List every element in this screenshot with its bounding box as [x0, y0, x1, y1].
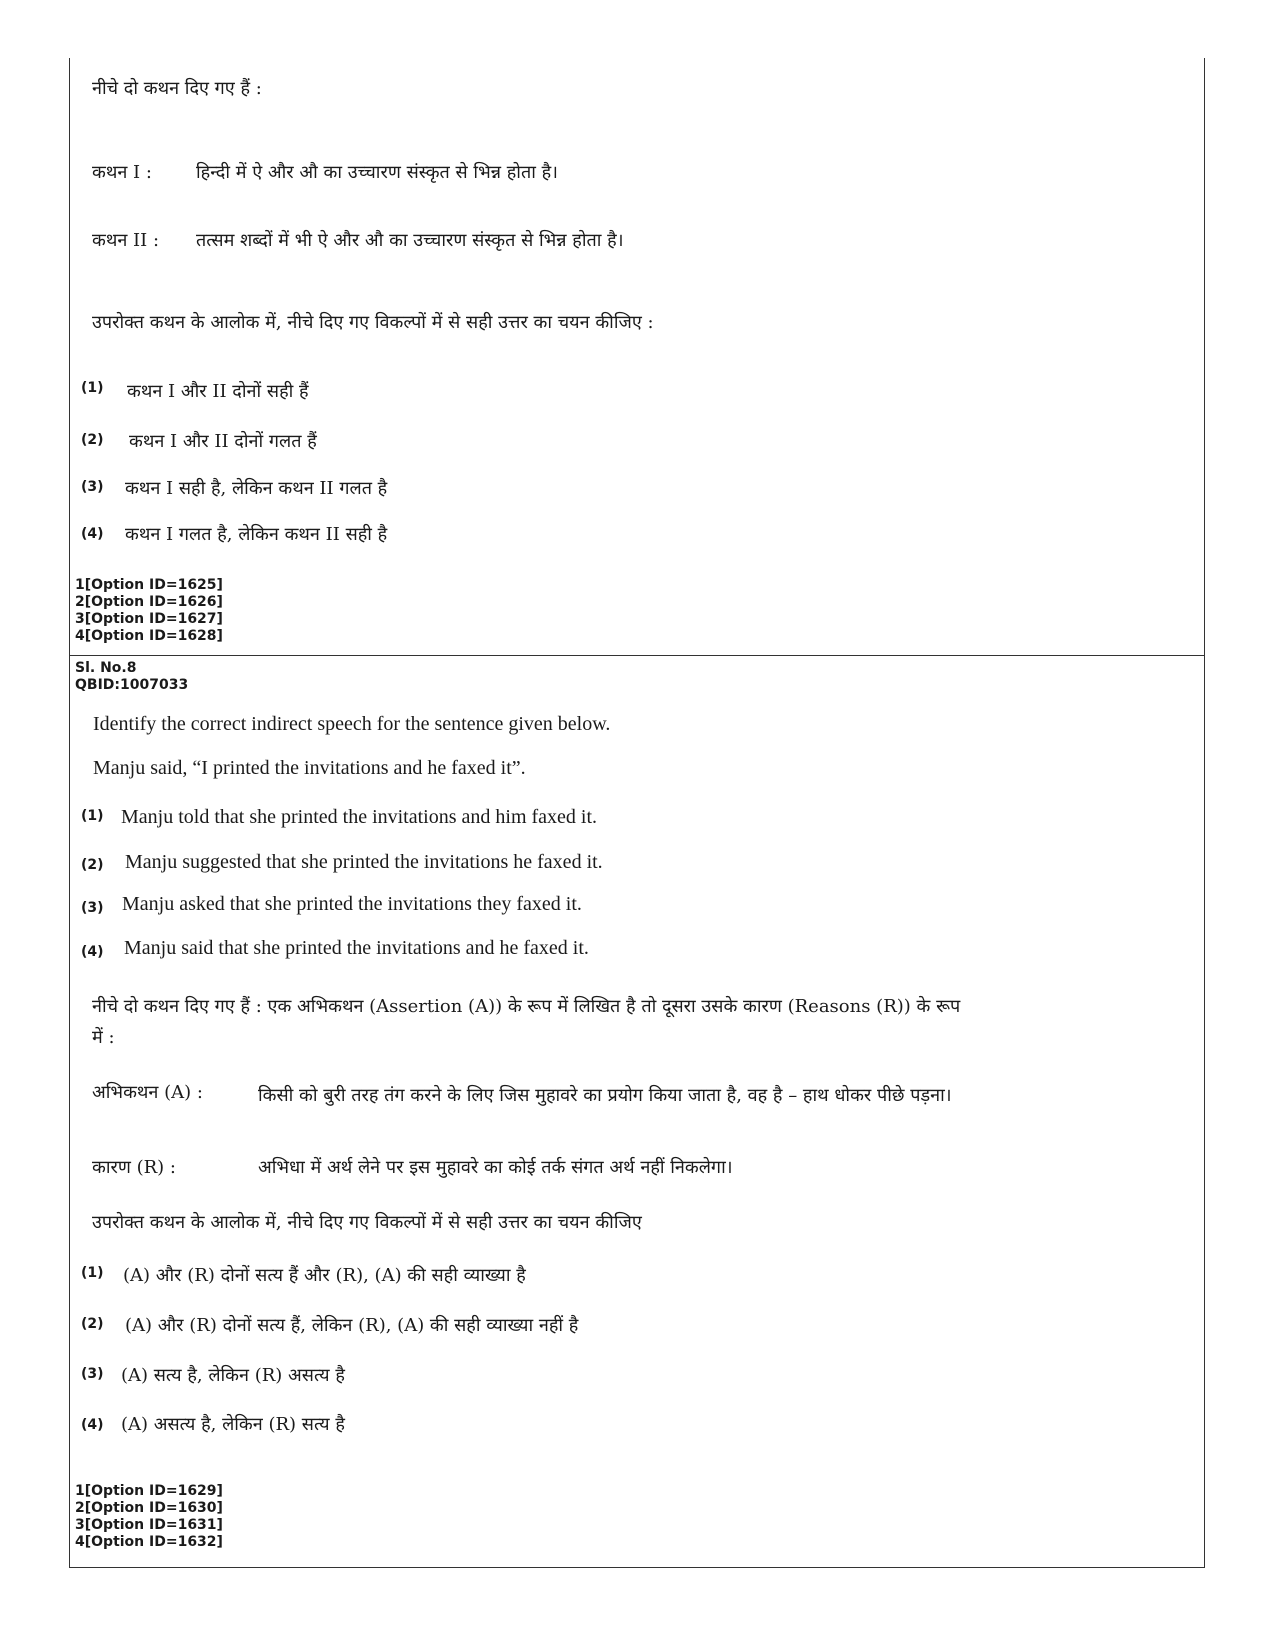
q7-intro: नीचे दो कथन दिए गए हैं : [92, 78, 262, 99]
q8-hi-option-2-number: (2) [81, 1316, 104, 1332]
q8-sentence: Manju said, “I printed the invitations and he faxed it”. [93, 757, 526, 779]
q8-option-id-1: 1[Option ID=1629] [75, 1483, 223, 1499]
q8-qbid: QBID:1007033 [75, 677, 189, 693]
q7-option-1-number: (1) [81, 380, 104, 396]
q8-option-id-4: 4[Option ID=1632] [75, 1534, 223, 1550]
q7-option-3-number: (3) [81, 479, 104, 495]
q8-en-option-1-number: (1) [81, 808, 104, 824]
q8-hi-option-2-text[interactable]: (A) और (R) दोनों सत्य हैं, लेकिन (R), (A) की सही व्याख्या नहीं है [125, 1315, 579, 1336]
q8-hi-option-1-number: (1) [81, 1265, 104, 1281]
q7-option-id-2: 2[Option ID=1626] [75, 594, 223, 610]
q8-en-option-2-number: (2) [81, 857, 104, 873]
q8-hi-option-3-number: (3) [81, 1366, 104, 1382]
q8-serial-number: Sl. No.8 [75, 660, 137, 676]
q8-en-option-3-text[interactable]: Manju asked that she printed the invitations they faxed it. [122, 893, 582, 915]
q7-option-4-text[interactable]: कथन I गलत है, लेकिन कथन II सही है [125, 524, 388, 545]
q7-option-3-text[interactable]: कथन I सही है, लेकिन कथन II गलत है [125, 478, 388, 499]
q7-option-id-1: 1[Option ID=1625] [75, 577, 223, 593]
q7-option-id-4: 4[Option ID=1628] [75, 628, 223, 644]
q7-statement-2-label: कथन II : [92, 230, 160, 251]
q8-option-id-2: 2[Option ID=1630] [75, 1500, 223, 1516]
q8-reason-text: अभिधा में अर्थ लेने पर इस मुहावरे का कोई तर्क संगत अर्थ नहीं निकलेगा। [258, 1157, 733, 1178]
q7-option-2-number: (2) [81, 432, 104, 448]
q8-hindi-intro: नीचे दो कथन दिए गए हैं : एक अभिकथन (Assertion (A)) के रूप में लिखित है तो दूसरा उसके कारण (Reasons (R)) के रूप में : [92, 996, 961, 1048]
q7-prompt: उपरोक्त कथन के आलोक में, नीचे दिए गए विकल्पों में से सही उत्तर का चयन कीजिए : [92, 312, 654, 333]
question-separator [69, 655, 1204, 656]
q7-statement-1-text: हिन्दी में ऐ और औ का उच्चारण संस्कृत से भिन्न होता है। [196, 162, 558, 183]
q8-hi-option-4-text[interactable]: (A) असत्य है, लेकिन (R) सत्य है [121, 1414, 345, 1435]
q8-hi-option-3-text[interactable]: (A) सत्य है, लेकिन (R) असत्य है [121, 1365, 345, 1386]
q8-hi-option-1-text[interactable]: (A) और (R) दोनों सत्य हैं और (R), (A) की सही व्याख्या है [123, 1265, 526, 1286]
page-bottom-rule [69, 1567, 1204, 1568]
q8-reason-label: कारण (R) : [92, 1157, 176, 1178]
q8-question-text: Identify the correct indirect speech for the sentence given below. [93, 713, 611, 735]
q7-option-1-text[interactable]: कथन I और II दोनों सही हैं [127, 381, 309, 402]
q7-option-4-number: (4) [81, 526, 104, 542]
q8-hindi-prompt: उपरोक्त कथन के आलोक में, नीचे दिए गए विकल्पों में से सही उत्तर का चयन कीजिए [92, 1212, 642, 1233]
q7-option-id-3: 3[Option ID=1627] [75, 611, 223, 627]
q8-en-option-4-number: (4) [81, 944, 104, 960]
q8-hi-option-4-number: (4) [81, 1417, 104, 1433]
q7-statement-2-text: तत्सम शब्दों में भी ऐ और औ का उच्चारण संस्कृत से भिन्न होता है। [196, 230, 624, 251]
q8-option-id-3: 3[Option ID=1631] [75, 1517, 223, 1533]
q8-en-option-1-text[interactable]: Manju told that she printed the invitations and him faxed it. [121, 806, 598, 828]
q7-option-2-text[interactable]: कथन I और II दोनों गलत हैं [129, 431, 317, 452]
q8-en-option-2-text[interactable]: Manju suggested that she printed the invitations he faxed it. [125, 851, 603, 873]
q8-en-option-3-number: (3) [81, 900, 104, 916]
q8-assertion-label: अभिकथन (A) : [92, 1082, 203, 1103]
q8-assertion-text: किसी को बुरी तरह तंग करने के लिए जिस मुहावरे का प्रयोग किया जाता है, वह है – हाथ धोकर पीछे पड़ना। [258, 1085, 952, 1106]
q8-en-option-4-text[interactable]: Manju said that she printed the invitations and he faxed it. [124, 937, 589, 959]
q7-statement-1-label: कथन I : [92, 162, 152, 183]
